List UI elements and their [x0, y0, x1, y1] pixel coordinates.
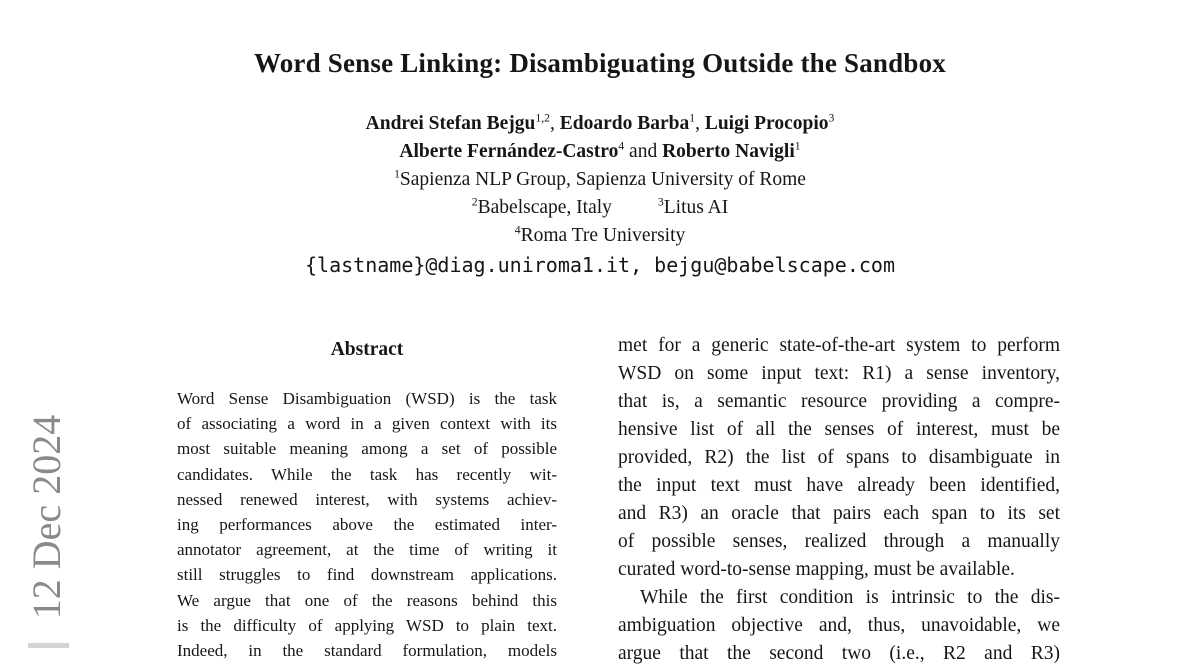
affiliation-line-1	[0, 166, 1200, 194]
body-line: and R3) an oracle that pairs each span to its set	[618, 503, 1060, 524]
abstract-line: is the difficulty of applying WSD to plain text.	[177, 615, 557, 635]
authors-line-2	[0, 138, 1200, 166]
affiliation-line-3	[0, 222, 1200, 250]
abstract-body	[177, 386, 557, 663]
body-line: hensive list of all the senses of interest, must be	[618, 419, 1060, 440]
affiliation-marker: 4	[514, 223, 521, 237]
affiliation-line-2	[0, 194, 1200, 222]
abstract-line: ing performances above the estimated inter-	[177, 515, 557, 535]
abstract-line: candidates. While the task has recently wit-	[177, 464, 557, 484]
author-separator: ,	[695, 113, 705, 134]
affiliation-marker: 3	[657, 195, 664, 209]
author: Luigi Procopio$^3$	[704, 111, 835, 134]
affiliation-text: Roma Tre University	[520, 225, 686, 246]
author: Roberto Navigli$^1$	[662, 139, 801, 162]
page-title: Word Sense Linking: Disambiguating Outside the Sandbox	[254, 48, 946, 78]
abstract-line: annotator agreement, at the time of writing it	[177, 540, 557, 560]
author-superscript: 1	[794, 139, 801, 153]
body-line: met for a generic state-of-the-art system to perform	[618, 335, 1060, 356]
affiliation-text: Sapienza NLP Group, Sapienza University of Rome	[399, 169, 806, 190]
author-superscript: 1,2	[535, 111, 550, 125]
author: Andrei Stefan Bejgu$^{1,2}$	[365, 111, 550, 134]
affiliation-text: Litus AI	[663, 197, 729, 218]
author: Edoardo Barba$^1$	[559, 111, 696, 134]
authors-line-1	[0, 110, 1200, 138]
author-separator: ,	[549, 113, 560, 134]
arxiv-stamp-fragment	[28, 643, 69, 648]
author-separator: and	[624, 141, 663, 162]
body-line-cut: argue that the second two (i.e., R2 and R3)	[618, 643, 1060, 664]
body-line: the input text must have already been identified,	[618, 475, 1060, 496]
affiliation-marker: 1	[394, 167, 400, 181]
author-superscript: 1	[689, 111, 696, 125]
body-line: ambiguation objective and, thus, unavoidable, we	[618, 615, 1060, 636]
body-line-paragraph-start: While the first condition is intrinsic to the dis-	[640, 587, 1060, 608]
body-line: provided, R2) the list of spans to disambiguate in	[618, 447, 1060, 468]
abstract-line: of associating a word in a given context with its	[177, 414, 557, 434]
author-emails: {lastname}@diag.uniroma1.it, bejgu@babelscape.com	[304, 253, 895, 277]
body-line: that is, a semantic resource providing a compre-	[618, 391, 1060, 412]
author-superscript: 3	[828, 111, 835, 125]
body-text-column	[618, 332, 1060, 668]
author: Alberte Fernández-Castro$^4$	[399, 139, 625, 162]
abstract-line: most suitable meaning among a set of possible	[177, 439, 557, 459]
author-superscript: 4	[618, 139, 625, 153]
body-line: WSD on some input text: R1) a sense inventory,	[618, 363, 1060, 384]
abstract-line: still struggles to find downstream applications.	[177, 565, 557, 585]
abstract-line: nessed renewed interest, with systems achiev-	[177, 489, 557, 509]
abstract-line: We argue that one of the reasons behind this	[177, 590, 557, 610]
body-line: of possible senses, realized through a manually	[618, 531, 1060, 552]
abstract-heading: Abstract	[330, 339, 404, 360]
paper-header	[0, 110, 1200, 279]
abstract-section	[177, 338, 557, 663]
abstract-line-cut: Indeed, in the standard formulation, models	[177, 641, 557, 661]
body-line: curated word-to-sense mapping, must be available.	[618, 559, 1015, 580]
arxiv-date-stamp: 12 Dec 2024	[24, 414, 69, 620]
affiliation-text: Babelscape, Italy	[477, 197, 612, 218]
abstract-line: Word Sense Disambiguation (WSD) is the task	[177, 389, 557, 408]
affiliation-marker: 2	[471, 195, 478, 209]
